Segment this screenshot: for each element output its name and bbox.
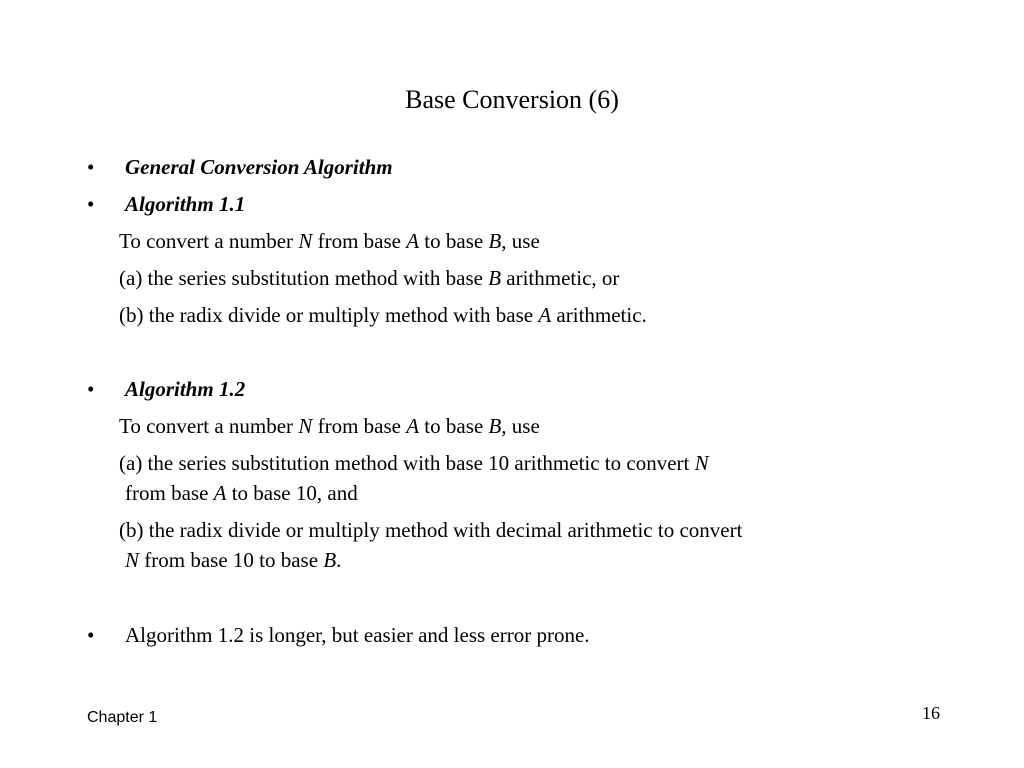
slide-title: Base Conversion (6)	[405, 85, 619, 114]
text: from base	[312, 414, 407, 438]
algorithm-1-2-line-2	[119, 450, 709, 476]
text: arithmetic.	[551, 303, 647, 327]
algorithm-1-1-line-3	[119, 302, 647, 328]
text: to base	[419, 414, 489, 438]
text: from base	[125, 481, 214, 505]
algorithm-1-2-line-4	[119, 517, 742, 543]
var-n: N	[125, 548, 140, 572]
text: (a) the series substitution method with base	[119, 266, 489, 290]
var-a: A	[213, 481, 227, 505]
text: To convert a number	[119, 414, 299, 438]
bullet-marker: •	[87, 623, 95, 647]
text: (b) the radix divide or multiply method with base	[119, 303, 539, 327]
var-a: A	[406, 229, 420, 253]
bullet-marker: •	[87, 155, 95, 179]
var-b: B	[488, 229, 502, 253]
slide-number: 16	[922, 703, 940, 723]
algorithm-1-1-line-1	[119, 228, 540, 254]
var-n: N	[298, 414, 313, 438]
var-b: B	[488, 266, 502, 290]
text: (a) the series substitution method with base 10 arithmetic to convert	[119, 451, 695, 475]
algorithm-1-2-line-3	[125, 480, 358, 506]
bullet-general-conversion: General Conversion Algorithm	[125, 155, 393, 179]
var-n: N	[694, 451, 709, 475]
bullet-marker: •	[87, 377, 95, 401]
var-a: A	[406, 414, 420, 438]
bullet-marker: •	[87, 192, 95, 216]
algorithm-1-2-line-1	[119, 413, 540, 439]
text: from base 10 to base	[139, 548, 324, 572]
footer-chapter: Chapter 1	[87, 709, 158, 726]
var-b: B	[323, 548, 337, 572]
algorithm-1-2-heading: Algorithm 1.2	[125, 377, 246, 401]
text: arithmetic, or	[501, 266, 620, 290]
text: (b) the radix divide or multiply method with decimal arithmetic to convert	[119, 518, 743, 542]
var-a: A	[538, 303, 552, 327]
algorithm-1-2-line-5	[125, 547, 341, 573]
text: from base	[312, 229, 407, 253]
text: , use	[501, 414, 540, 438]
algorithm-comparison-note: Algorithm 1.2 is longer, but easier and less error prone.	[125, 623, 590, 647]
algorithm-1-1-heading: Algorithm 1.1	[125, 192, 246, 216]
text: To convert a number	[119, 229, 299, 253]
text: to base 10, and	[226, 481, 358, 505]
var-n: N	[298, 229, 313, 253]
text: , use	[501, 229, 540, 253]
text: to base	[419, 229, 489, 253]
algorithm-1-1-line-2	[119, 265, 619, 291]
var-b: B	[488, 414, 502, 438]
text: .	[336, 548, 342, 572]
